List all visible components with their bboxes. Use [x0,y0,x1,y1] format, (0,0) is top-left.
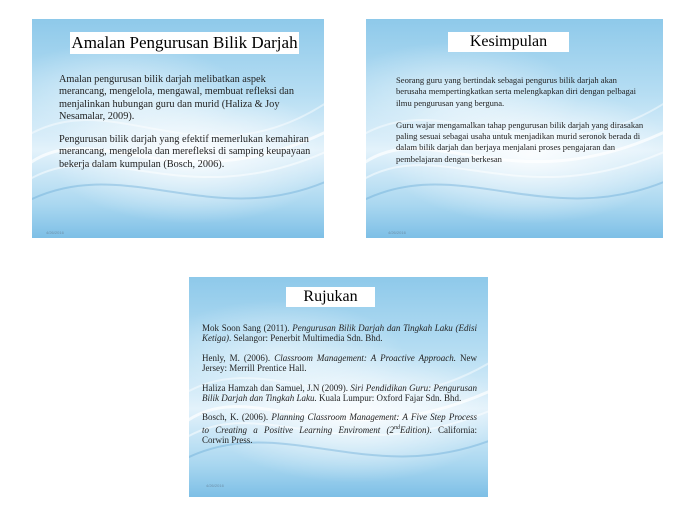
reference-author: Henly, M. (2006). [202,352,275,363]
slide-rujukan[interactable] [189,277,488,497]
reference-author: Bosch, K. (2006). [202,412,272,423]
slide-title: Rujukan [286,287,375,307]
slide-kesimpulan[interactable] [366,19,663,238]
reference-work: Siri Pendidikan Guru: Pengurusan Bilik Darjah dan Tingkah Laku. [202,382,477,404]
reference-list [202,323,477,455]
reference-publisher: Kuala Lumpur: Oxford Fajar Sdn. Bhd. [316,393,462,404]
reference-item [202,383,477,404]
slide-date: 4/26/2016 [46,230,64,235]
paragraph: Guru wajar mengamalkan tahap pengurusan bilik darjah yang dirasakan paling sesuai sebagai usaha untuk menjadikan murid seronok berada di dalam bilik darjah dan berjaya menjalani proses pengajaran dan pembelajaran dengan berkesan [396,119,644,164]
reference-author: Haliza Hamzah dan Samuel, J.N (2009). [202,382,351,393]
reference-work: Classroom Management: A Proactive Approach. [274,352,456,363]
paragraph: Pengurusan bilik darjah yang efektif memerlukan kemahiran merancang, mengelola dan merefleksi di samping keupayaan bekerja dalam kumpulan (Bosch, 2006). [59,134,311,170]
slide-title: Amalan Pengurusan Bilik Darjah [71,33,298,52]
reference-work-superscript: nd [393,424,400,431]
reference-item [202,353,477,374]
slide-body [59,74,314,171]
slide-title: Kesimpulan [448,32,569,52]
reference-item [202,323,477,344]
reference-work: Planning Classroom Management: A Five Step Process to Creating a Positive Learning Enviroment (2 [202,412,477,435]
slide-body [396,75,646,165]
reference-publisher: . Selangor: Penerbit Multimedia Sdn. Bhd. [229,333,383,344]
slide-amalan-pengurusan[interactable] [32,19,324,238]
reference-work: Pengurusan Bilik Darjah dan Tingkah Laku (Edisi Ketiga) [202,323,477,344]
reference-item [202,412,477,445]
reference-work-end: Edition) [399,424,430,435]
reference-author: Mok Soon Sang (2011). [202,323,293,333]
reference-publisher: New Jersey: Merrill Prentice Hall. [202,352,477,374]
slide-date: 4/26/2016 [206,483,224,488]
slide-date: 4/26/2016 [388,230,406,235]
paragraph: Seorang guru yang bertindak sebagai pengurus bilik darjah akan berusaha mempertingkatkan serta melengkapkan diri dengan pelbagai ilmu pengurusan yang berguna. [396,75,637,108]
reference-publisher: . California: Corwin Press. [202,424,477,446]
paragraph: Amalan pengurusan bilik darjah melibatkan aspek merancang, mengelola, mengawal, membuat refleksi dan menjalinkan hubungan guru dan murid (Haliza & Joy Nesamalar, 2009). [59,74,295,122]
